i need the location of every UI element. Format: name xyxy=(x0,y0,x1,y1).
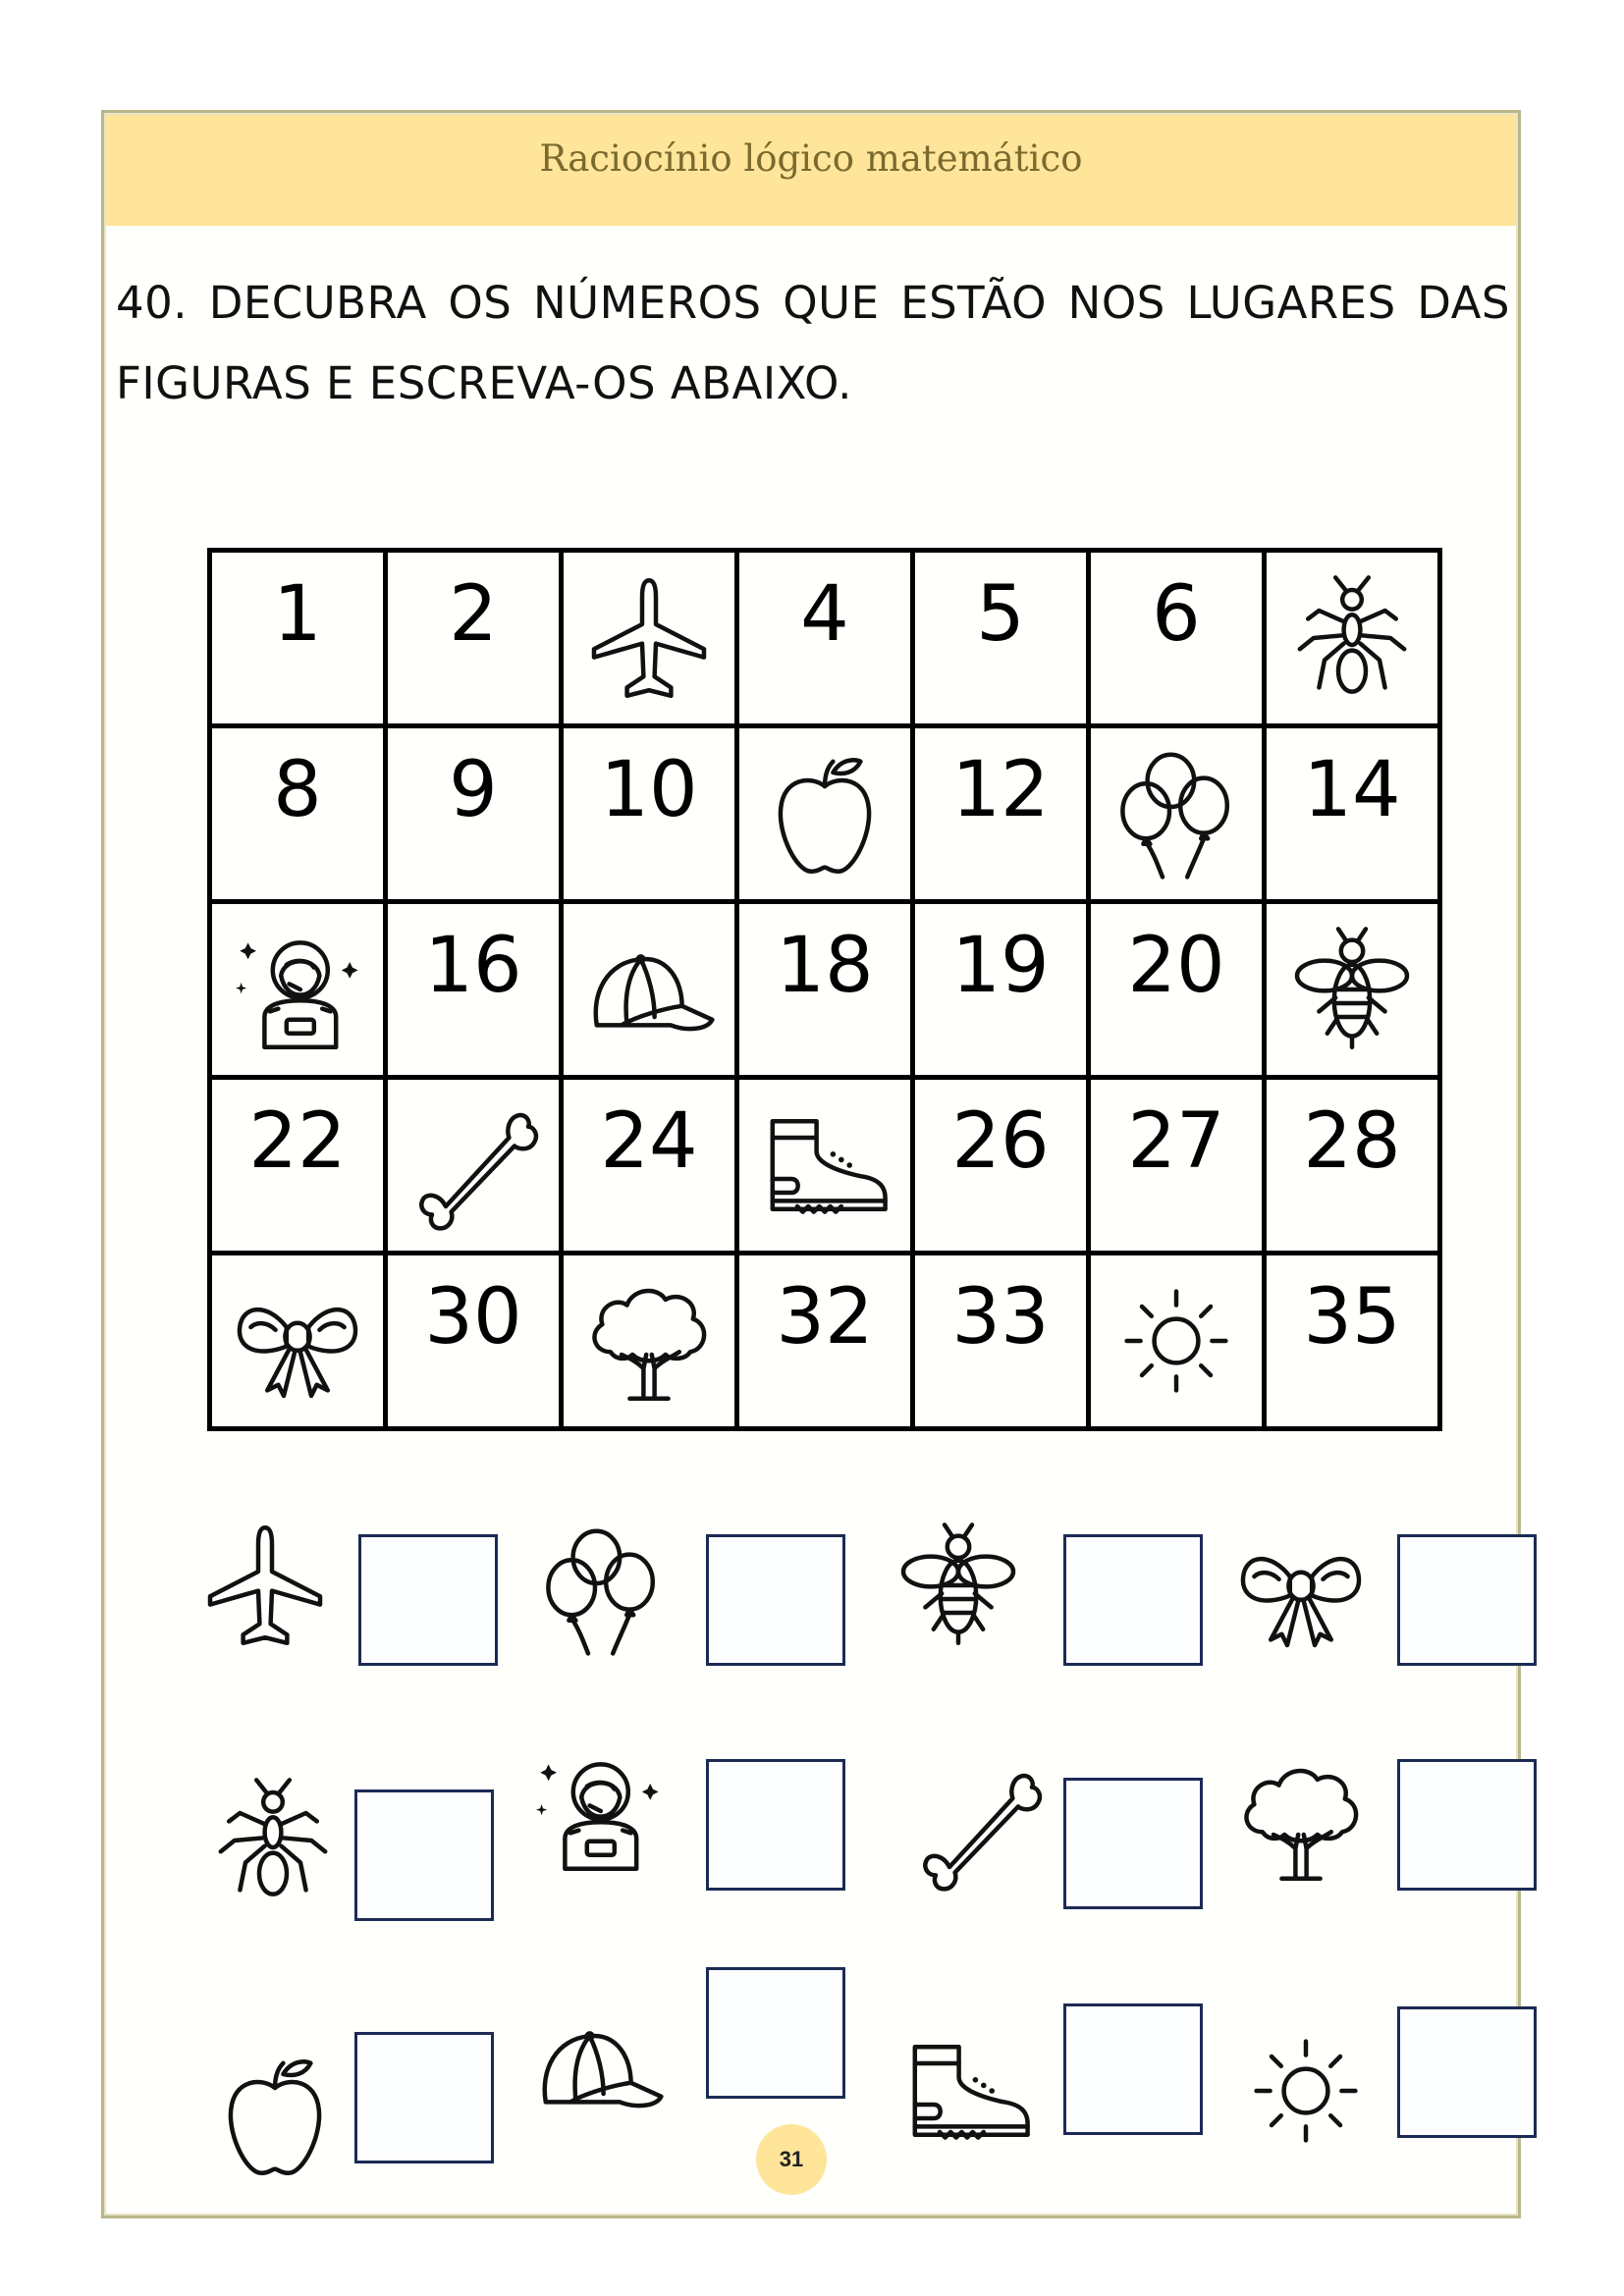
grid-number: 4 xyxy=(800,570,849,659)
answer-box[interactable] xyxy=(354,2032,494,2163)
grid-cell xyxy=(1091,904,1267,1080)
boot-icon xyxy=(756,1096,893,1234)
grid-cell xyxy=(388,553,564,728)
grid-number: 14 xyxy=(1303,746,1401,834)
grid-cell xyxy=(564,1080,739,1255)
grid-cell xyxy=(1091,1080,1267,1255)
grid-cell xyxy=(915,553,1091,728)
grid-cell xyxy=(739,1080,915,1255)
grid-cell xyxy=(1267,553,1442,728)
grid-cell xyxy=(1091,728,1267,904)
grid-number: 10 xyxy=(600,746,698,834)
instruction xyxy=(116,263,1510,424)
number-grid xyxy=(207,548,1442,1431)
grid-cell xyxy=(564,1255,739,1431)
grid-cell xyxy=(1091,1255,1267,1431)
answer-box[interactable] xyxy=(354,1789,494,1921)
answer-box[interactable] xyxy=(706,1534,845,1666)
grid-number: 19 xyxy=(951,922,1050,1010)
sun-icon xyxy=(1108,1272,1245,1410)
grid-cell xyxy=(915,728,1091,904)
grid-cell xyxy=(1267,1080,1442,1255)
answer-box[interactable] xyxy=(1397,1534,1537,1666)
grid-cell xyxy=(388,1080,564,1255)
grid-cell xyxy=(915,1080,1091,1255)
grid-cell xyxy=(1267,728,1442,904)
grid-cell xyxy=(388,1255,564,1431)
grid-cell xyxy=(212,904,388,1080)
grid-cell xyxy=(739,553,915,728)
grid-number: 22 xyxy=(248,1097,347,1186)
grid-number: 35 xyxy=(1303,1273,1401,1362)
bone-icon xyxy=(405,1096,542,1234)
grid-number: 1 xyxy=(273,570,322,659)
grid-number: 12 xyxy=(951,746,1050,834)
instruction-word: NÚMEROS xyxy=(532,277,762,329)
grid-cell xyxy=(564,728,739,904)
grid-cell xyxy=(564,553,739,728)
instruction-line1 xyxy=(116,263,1510,344)
instruction-word: ESTÃO xyxy=(900,277,1048,329)
grid-number: 27 xyxy=(1127,1097,1225,1186)
instruction-word: 40. xyxy=(116,277,189,329)
grid-cell xyxy=(212,728,388,904)
bee-icon xyxy=(1283,921,1421,1058)
astronaut-icon xyxy=(229,921,366,1058)
header-title: Raciocínio lógico matemático xyxy=(539,137,1083,180)
grid-number: 2 xyxy=(449,570,498,659)
grid-number: 16 xyxy=(424,922,522,1010)
answer-box[interactable] xyxy=(1397,1759,1537,1891)
answer-box[interactable] xyxy=(1063,2003,1203,2135)
cap-icon xyxy=(580,921,718,1058)
grid-cell xyxy=(915,904,1091,1080)
ant-icon xyxy=(1283,569,1421,707)
instruction-word: LUGARES xyxy=(1186,277,1396,329)
grid-number: 20 xyxy=(1127,922,1225,1010)
grid-cell xyxy=(739,1255,915,1431)
answer-box[interactable] xyxy=(1063,1534,1203,1666)
grid-cell xyxy=(739,728,915,904)
grid-number: 6 xyxy=(1152,570,1201,659)
airplane-icon xyxy=(580,569,718,707)
grid-number: 9 xyxy=(449,746,498,834)
balloons-icon xyxy=(1108,745,1245,882)
grid-cell xyxy=(1267,904,1442,1080)
answer-box[interactable] xyxy=(706,1759,845,1891)
answer-box[interactable] xyxy=(1063,1778,1203,1909)
grid-number: 28 xyxy=(1303,1097,1401,1186)
grid-number: 24 xyxy=(600,1097,698,1186)
grid-cell xyxy=(1091,553,1267,728)
grid-number: 33 xyxy=(951,1273,1050,1362)
answer-box[interactable] xyxy=(358,1534,498,1666)
grid-number: 8 xyxy=(273,746,322,834)
instruction-word: DECUBRA xyxy=(208,277,427,329)
grid-cell xyxy=(212,553,388,728)
page-number: 31 xyxy=(756,2124,827,2195)
grid-cell xyxy=(739,904,915,1080)
grid-cell xyxy=(388,904,564,1080)
instruction-word: DAS xyxy=(1417,277,1510,329)
answer-box[interactable] xyxy=(1397,2006,1537,2138)
grid-cell xyxy=(915,1255,1091,1431)
grid-number: 30 xyxy=(424,1273,522,1362)
grid-cell xyxy=(212,1255,388,1431)
instruction-word: QUE xyxy=(783,277,880,329)
tree-icon xyxy=(580,1272,718,1410)
answer-box[interactable] xyxy=(706,1967,845,2099)
instruction-word: NOS xyxy=(1067,277,1165,329)
instruction-word: OS xyxy=(448,277,513,329)
grid-number: 26 xyxy=(951,1097,1050,1186)
grid-cell xyxy=(212,1080,388,1255)
grid-number: 32 xyxy=(776,1273,874,1362)
grid-cell xyxy=(564,904,739,1080)
bow-icon xyxy=(229,1272,366,1410)
grid-number: 18 xyxy=(776,922,874,1010)
grid-number: 5 xyxy=(976,570,1025,659)
grid-cell xyxy=(1267,1255,1442,1431)
instruction-line2: FIGURAS E ESCREVA-OS ABAIXO. xyxy=(116,357,852,409)
apple-icon xyxy=(756,745,893,882)
grid-cell xyxy=(388,728,564,904)
